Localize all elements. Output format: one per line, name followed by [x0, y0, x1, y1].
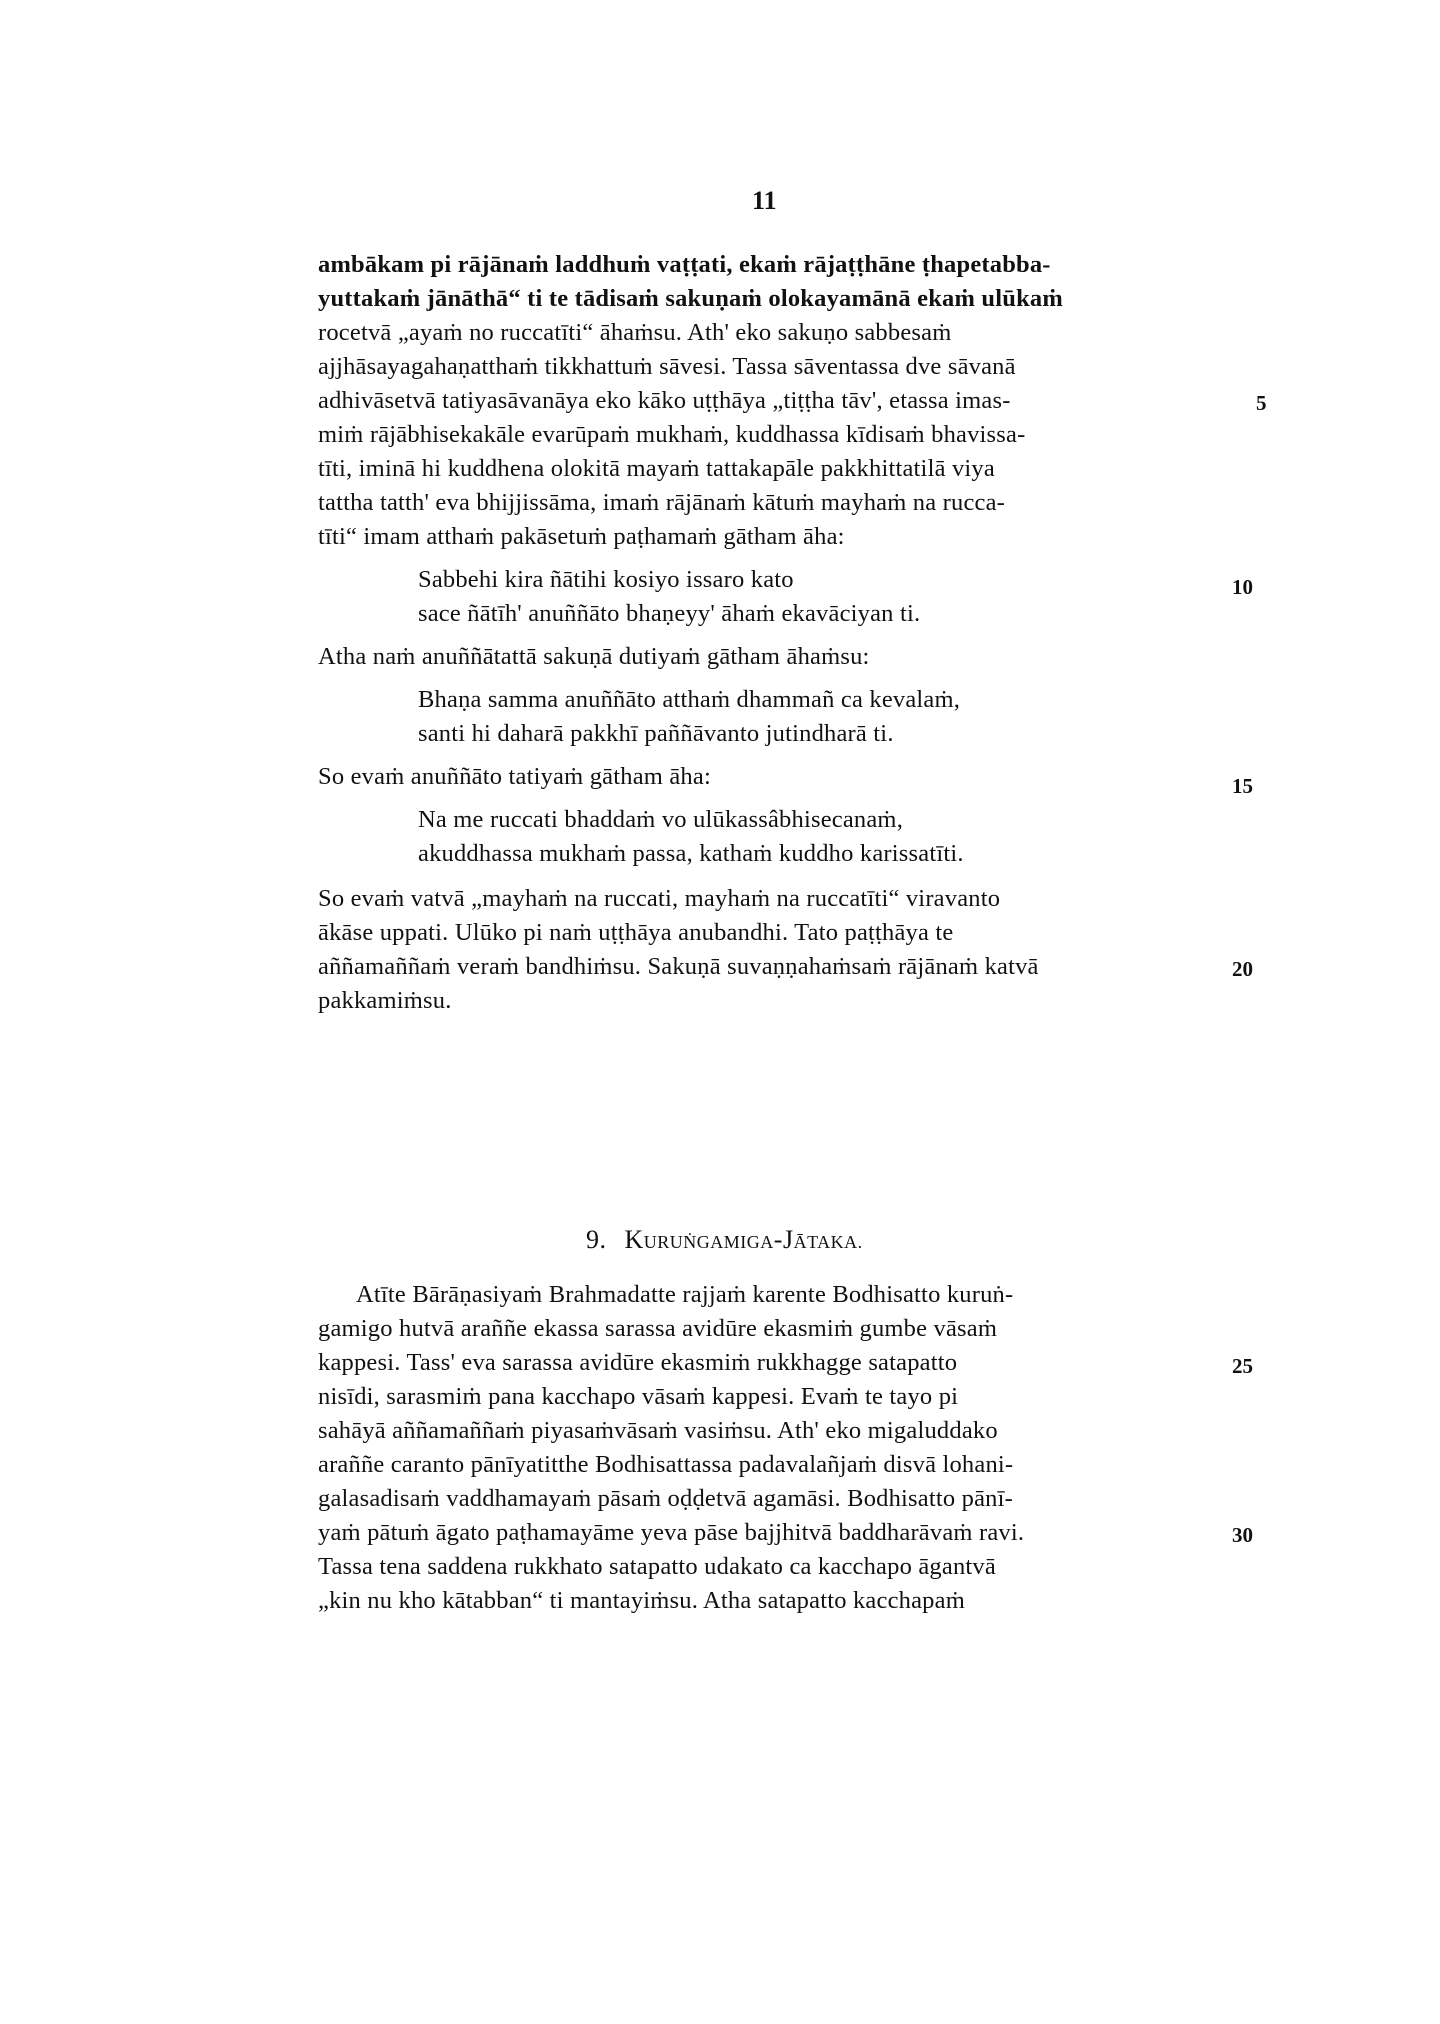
verse-line: akuddhassa mukhaṁ passa, kathaṁ kuddho karissatīti. [418, 840, 964, 867]
section-title-initial-2: J [782, 1225, 794, 1254]
margin-line-number: 25 [1232, 1354, 1253, 1378]
text-line: galasadisaṁ vaddhamayaṁ pāsaṁ oḍḍetvā agamāsi. Bodhisatto pānī- [318, 1485, 1013, 1512]
section-title [586, 1225, 863, 1255]
text-line: So evaṁ anuññāto tatiyaṁ gātham āha: [318, 763, 711, 790]
text-line: tattha tatth' eva bhijjissāma, imaṁ rājānaṁ kātuṁ mayhaṁ na rucca- [318, 489, 1006, 516]
text-line: kappesi. Tass' eva sarassa avidūre ekasmiṁ rukkhagge satapatto [318, 1349, 958, 1376]
verse-line: Bhaṇa samma anuññāto atthaṁ dhammañ ca kevalaṁ, [418, 686, 961, 713]
text-line: Atha naṁ anuññātattā sakuṇā dutiyaṁ gātham āhaṁsu: [318, 643, 870, 670]
text-line: miṁ rājābhisekakāle evarūpaṁ mukhaṁ, kuddhassa kīdisaṁ bhavissa- [318, 421, 1026, 448]
section-title-initial-1: K [624, 1225, 644, 1254]
text-line: „kin nu kho kātabban“ ti mantayiṁsu. Atha satapatto kacchapaṁ [318, 1587, 965, 1614]
margin-line-number: 10 [1232, 575, 1253, 599]
text-line: aññamaññaṁ veraṁ bandhiṁsu. Sakuṇā suvaṇṇahaṁsaṁ rājānaṁ katvā [318, 953, 1039, 980]
text-line: sahāyā aññamaññaṁ piyasaṁvāsaṁ vasiṁsu. Ath' eko migaluddako [318, 1417, 998, 1444]
text-line: rocetvā „ayaṁ no ruccatīti“ āhaṁsu. Ath' eko sakuṇo sabbesaṁ [318, 319, 952, 346]
margin-line-number: 20 [1232, 957, 1253, 981]
text-line: adhivāsetvā tatiyasāvanāya eko kāko uṭṭhāya „tiṭṭha tāv', etassa imas- [318, 387, 1011, 414]
text-line: gamigo hutvā araññe ekassa sarassa avidūre ekasmiṁ gumbe vāsaṁ [318, 1315, 998, 1342]
text-line: ākāse uppati. Ulūko pi naṁ uṭṭhāya anubandhi. Tato paṭṭhāya te [318, 919, 954, 946]
text-line: yaṁ pātuṁ āgato paṭhamayāme yeva pāse bajjhitvā baddharāvaṁ ravi. [318, 1519, 1025, 1546]
text-line: ajjhāsayagahaṇatthaṁ tikkhattuṁ sāvesi. Tassa sāventassa dve sāvanā [318, 353, 1016, 380]
text-line: nisīdi, sarasmiṁ pana kacchapo vāsaṁ kappesi. Evaṁ te tayo pi [318, 1383, 959, 1410]
section-title-rest-1: URUṄGAMIGA [643, 1232, 774, 1252]
text-line: pakkamiṁsu. [318, 987, 452, 1014]
text-line: ambākam pi rājānaṁ laddhuṁ vaṭṭati, ekaṁ rājaṭṭhāne ṭhapetabba- [318, 251, 1051, 278]
verse-line: sace ñātīh' anuññāto bhaṇeyy' āhaṁ ekavāciyan ti. [418, 600, 921, 627]
text-line: araññe caranto pānīyatitthe Bodhisattassa padavalañjaṁ disvā lohani- [318, 1451, 1014, 1478]
verse-line: Sabbehi kira ñātihi kosiyo issaro kato [418, 566, 794, 593]
margin-line-number: 15 [1232, 774, 1253, 798]
text-line: Tassa tena saddena rukkhato satapatto udakato ca kacchapo āgantvā [318, 1553, 996, 1580]
section-title-rest-2: ĀTAKA. [793, 1232, 863, 1252]
verse-line: santi hi daharā pakkhī paññāvanto jutindharā ti. [418, 720, 894, 747]
text-line: Atīte Bārāṇasiyaṁ Brahmadatte rajjaṁ karente Bodhisatto kuruṅ- [356, 1281, 1014, 1308]
text-line: tīti, iminā hi kuddhena olokitā mayaṁ tattakapāle pakkhittatilā viya [318, 455, 995, 482]
page-number: 11 [752, 186, 777, 215]
text-line: tīti“ imam atthaṁ pakāsetuṁ paṭhamaṁ gātham āha: [318, 523, 845, 550]
margin-line-number: 30 [1232, 1523, 1253, 1547]
section-number: 9. [586, 1225, 607, 1254]
section-title-dash: - [773, 1225, 783, 1254]
text-line: So evaṁ vatvā „mayhaṁ na ruccati, mayhaṁ na ruccatīti“ viravanto [318, 885, 1001, 912]
text-line: yuttakaṁ jānāthā“ ti te tādisaṁ sakuṇaṁ olokayamānā ekaṁ ulūkaṁ [318, 285, 1063, 312]
margin-line-number: 5 [1256, 391, 1267, 415]
verse-line: Na me ruccati bhaddaṁ vo ulūkassâbhisecanaṁ, [418, 806, 904, 833]
